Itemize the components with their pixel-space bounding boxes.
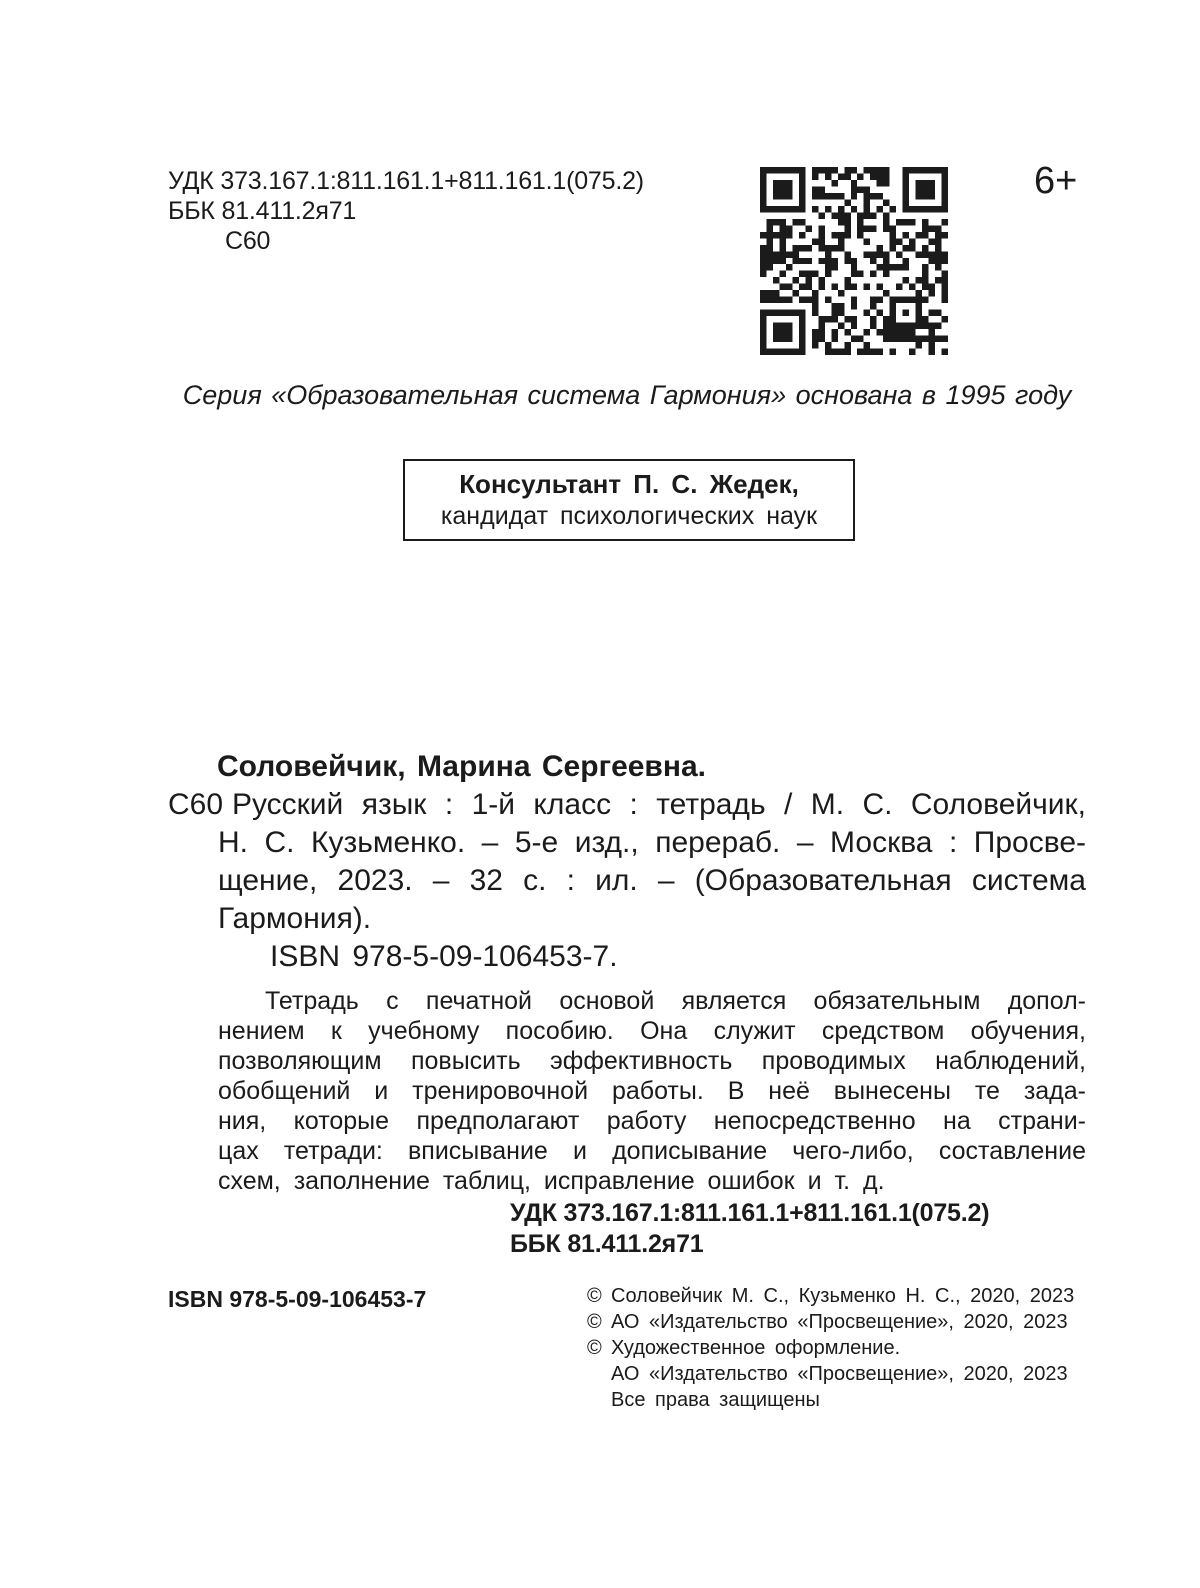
bibliographic-record — [168, 748, 1086, 976]
copyright-symbol: © — [587, 1337, 602, 1359]
copyright-line — [587, 1283, 1074, 1309]
author-code: С60 — [225, 227, 271, 255]
author-heading: Соловейчик, Марина Сергеевна. — [217, 750, 707, 783]
biblio-line: щение, 2023. – 32 с. : ил. – (Образовательная система — [218, 864, 1086, 897]
author-code-margin: С60 — [168, 788, 224, 821]
annotation-line: обобщений и тренировочной работы. В неё вынесены те зада- — [218, 1077, 1086, 1105]
consultant-box — [403, 459, 855, 541]
biblio-line-with-code — [168, 786, 1086, 824]
classification-block-top — [168, 166, 644, 256]
copyright-block — [587, 1283, 1074, 1413]
copyright-symbol — [587, 1387, 611, 1413]
classification-block-bottom — [510, 1198, 989, 1260]
consultant-degree: кандидат психологических наук — [440, 502, 818, 530]
consultant-name: Консультант П. С. Жедек, — [459, 469, 799, 499]
copyright-symbol: © — [587, 1285, 602, 1307]
copyright-line — [587, 1361, 1074, 1387]
bbk-line-bold: ББК 81.411.2я71 — [510, 1230, 704, 1258]
annotation-line: ния, которые предполагают работу непосредственно на страни- — [218, 1107, 1086, 1135]
copyright-text: АО «Издательство «Просвещение», 2020, 2023 — [611, 1363, 1068, 1385]
copyright-line — [587, 1335, 1074, 1361]
annotation-line: Тетрадь с печатной основой является обязательным допол- — [265, 987, 1086, 1015]
copyright-text: Все права защищены — [611, 1389, 820, 1411]
annotation-line: позволяющим повысить эффективность проводимых наблюдений, — [218, 1047, 1086, 1075]
copyright-text: Художественное оформление. — [611, 1337, 901, 1359]
annotation-line: нением к учебному пособию. Она служит средством обучения, — [218, 1017, 1086, 1045]
copyright-symbol — [587, 1361, 611, 1387]
annotation-line: цах тетради: вписывание и дописывание чего-либо, составление — [218, 1137, 1086, 1165]
qr-code — [760, 167, 948, 355]
udk-line-bold: УДК 373.167.1:811.161.1+811.161.1(075.2) — [510, 1199, 990, 1227]
udk-line: УДК 373.167.1:811.161.1+811.161.1(075.2) — [168, 167, 644, 195]
biblio-line: Гармония). — [218, 902, 372, 935]
bbk-line: ББК 81.411.2я71 — [168, 197, 357, 225]
series-note: Серия «Образовательная система Гармония» основана в 1995 году — [182, 380, 1072, 410]
annotation-paragraph — [218, 986, 1086, 1196]
age-rating-badge: 6+ — [1034, 160, 1078, 202]
annotation-line: схем, заполнение таблиц, исправление ошибок и т. д. — [218, 1167, 885, 1195]
biblio-line: Н. С. Кузьменко. – 5-е изд., перераб. – Москва : Просве- — [218, 826, 1086, 859]
biblio-line: Русский язык : 1-й класс : тетрадь / М. С. Соловейчик, — [232, 788, 1086, 821]
copyright-text: АО «Издательство «Просвещение», 2020, 2023 — [611, 1311, 1068, 1333]
copyright-line — [587, 1309, 1074, 1335]
footer-isbn: ISBN 978-5-09-106453-7 — [168, 1286, 427, 1312]
copyright-text: Соловейчик М. С., Кузьменко Н. С., 2020, 2023 — [611, 1285, 1075, 1307]
copyright-symbol: © — [587, 1311, 602, 1333]
copyright-line — [587, 1387, 1074, 1413]
isbn-line: ISBN 978-5-09-106453-7. — [270, 940, 618, 973]
